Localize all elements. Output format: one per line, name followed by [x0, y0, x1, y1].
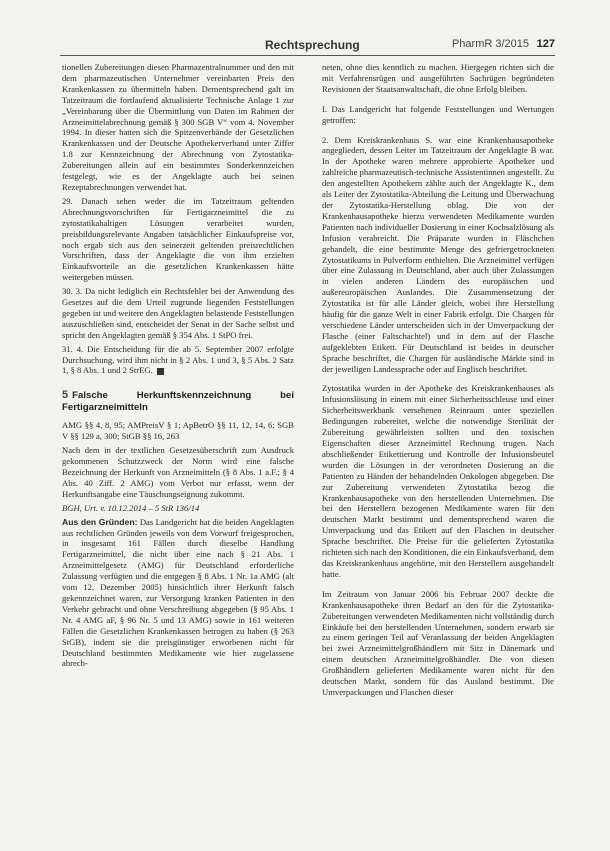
article-heading [62, 390, 294, 413]
norms-line: AMG §§ 4, 8, 95; AMPreisV § 1; ApBetrO §§ 11, 12, 14, 6; SGB V §§ 129 a, 300; StGB §§ 16, 263 [62, 420, 294, 442]
case-citation: BGH, Urt. v. 10.12.2014 – 5 StR 136/14 [62, 502, 200, 513]
reasons-lead: Aus den Gründen: [62, 516, 138, 527]
left-column [62, 62, 294, 672]
paragraph: 2. Dem Kreiskrankenhaus S. war eine Krankenhausapotheke angegliedert, dessen Leiter im Tatzeitraum der Angeklagte B war. In der Apotheke waren mehrere approbierte Apotheker und zahlreiche pharmazeutisch-technische Assistentinnen angestellt. Zu den angestellten Apothekern zählte auch der Angeklagte K., dem als Leiter der Zytostatika-Abteilung die Leitung und Überwachung der Zytostatika-Herstellung oblag. Die von der Krankenhausapotheke hierzu verwendeten Medikamente wurden Patienten nach individueller Dosierung in einer Kochsalzlösung als Infusion verabreicht. Die Präparate wurden in Fläschchen gehandelt, die eine bestimmte Menge des gefriergetrockneten Zytostatikums in Pulverform enthielten. Die Arzneimittel verfügen über eine Zulassung in Deutschland, aber auch über Zulassungen in vielen anderen Ländern des europäischen und außereuropäischen Auslandes. Die Zusammensetzung der Zytostatika ist für alle Länder gleich, wobei ihre Herstellung häufig für die ganze Welt in einer Fabrik erfolgt. Die Chargen für verschiedene Länder unterscheiden sich in der Umverpackung der Flasche (einer Faltschachtel) und in dem auf der Flasche aufgeklebten Etikett. Für Deutschland ist beides in deutscher Sprache beschriftet, die Chargen für ausländische Märkte sind in der jeweiligen Landessprache oder auf Englisch beschriftet. [322, 134, 554, 374]
paragraph: tionellen Zubereitungen diesen Pharmazentralnummer und den mit dem pharmazeutischen Unternehmer vereinbarten Preis den Krankenkassen zu übermitteln haben. Dementsprechend galt im Tatzeitraum die fortlaufend aktualisierte Technische Anlage 1 zur „Vereinbarung über die Übermittlung von Daten im Rahmen der Arzneimittelabrechnung gemäß § 300 SGB V“ vom 4. November 1994. In dieser hatten sich die Spitzenverbände der Gesetzlichen Krankenkassen und der Deutsche Apothekerverband unter Ziffer 1.8 zur Kennzeichnung der Abrechnung von Zytostatika-Zubereitungen allein auf ein bestimmtes Sonderkennzeichen festgelegt, wie es der Angeklagte auch bei seinen Rezeptabrechnungen verwendet hat. [62, 62, 294, 192]
paragraph: 30. 3. Da nicht lediglich ein Rechtsfehler bei der Anwendung des Gesetzes auf die dem Urteil zugrunde liegenden Feststellungen gegeben ist und weitere den Angeklagten belastende Feststellungen auszuschließen sind, entscheidet der Senat in der Sache selbst und spricht den Angeklagten gemäß § 354 Abs. 1 StPO frei. [62, 286, 294, 340]
page-number: 127 [536, 38, 555, 50]
paragraph [62, 517, 294, 670]
right-column [322, 62, 554, 701]
guiding-principle: Nach dem in der textlichen Gesetzesüberschrift zum Ausdruck gekommenen Schutzzweck der Norm wird eine falsche Bezeichnung der Herkunft von Arzneimitteln (§ 8 Abs. 1 a.F.; § 4 Abs. 40 Ziff. 2 AMG) vom Verbot nur erfasst, wenn der Herkunftsangabe eine Täuschungseignung zukommt. [62, 445, 294, 499]
running-header [60, 38, 555, 54]
article-title: Falsche Herkunftskennzeichnung bei Fertigarzneimitteln [62, 390, 294, 413]
paragraph [62, 344, 294, 377]
paragraph: Im Zeitraum von Januar 2006 bis Februar 2007 deckte die Krankenhausapotheke ihren Bedarf an den für die Zytostatika-Zubereitungen verwendeten Medikamenten nicht vollständig durch Einkäufe bei den herstellenden Unternehmen, sondern erwarb sie zu einem geringen Teil auf Veranlassung der beiden Angeklagten bei zwei Arzneimittelgroßhändlern mit Sitz in Dänemark und einem deutschen Arzneimittelgroßhändler. Die von diesen Großhändlern gelieferten Medikamente waren nicht für den deutschen Markt, sondern für das Ausland bestimmt. Die Umverpackungen und Flaschen dieser [322, 588, 554, 697]
paragraph: Zytostatika wurden in der Apotheke des Kreiskrankenhauses als Infusionslösung in einem mit einer Sicherheitsschleuse und einer Sicherheitswerkbank versehenen Reinraum unter speziellen Bedingungen zubereitet, welche die notwendige Sterilität der Zubereitung gewährleisten sollten und den toxischen Eigenschaften dieser Arzneimittel Rechnung trugen. Nach abschließender Etikettierung und Kontrolle der Infusionsbeutel wurden die Lösungen in der verordneten Dosierung an die Patienten zu Händen der behandelnden Onkologen abgegeben. Die zur Zubereitung verwendeten Zytostatika bezog die Krankenhausapotheke von den herstellenden Unternehmen. Die bei den Herstellern bezogenen Medikamente waren für den deutschen Markt bestimmt und dementsprechend waren die Umverpackung und das Etikett auf den Flaschen in deutscher Sprache beschriftet. Die Preise für die gelieferten Zytostatika richteten sich nach den Konditionen, die ein Einkaufsverband, dem das Kreiskrankenhaus angehörte, mit den Herstellern ausgehandelt hatte. [322, 383, 554, 579]
paragraph-text: 31. 4. Die Entscheidung für die ab 5. September 2007 erfolgte Durchsuchung, wird ihm nicht in § 2 Abs. 1 und 3, § 5 Abs. 2 Satz 1, § 8 Abs. 1 und 2 StrEG. [62, 343, 294, 376]
end-of-article-mark [157, 368, 164, 375]
paragraph-text: Das Landgericht hat die beiden Angeklagten aus rechtlichen Gründen jeweils von dem Vorwurf freigesprochen, in insgesamt 161 Fällen durch dieselbe Handlung Fertigarzneimittel, die nicht über eine nach § 21 Abs. 1 Arzneimittelgesetz (AMG) für Deutschland erforderliche Zulassung verfügten und die entgegen § 8 Abs. 1 Nr. 1a AMG (alt vom 12. Dezember 2005) hinsichtlich ihrer Herkunft falsch gekennzeichnet waren, zur Versorgung kranken Patienten in den Verkehr gebracht und ohne Verschreibung abgegeben (§ 95 Abs. 1 Nr. 4 AMG aF, § 96 Nr. 5 und 13 AMG) sowie in 161 weiteren Fällen die Gesetzlichen Krankenkassen betrogen zu haben (§ 263 StGB), indem sie die preisgünstiger erworbenen nicht für Deutschland bestimmten Medikamente wie hier zugelassene abrech- [62, 516, 294, 669]
paragraph: 29. Danach sehen weder die im Tatzeitraum geltenden Abrechnungsvorschriften für Fertigarzneimittel die zu zytostatikahaltigen Lösungen verarbeitet wurden, preisbildungsrelevante Angaben tatsächlicher Einkaufspreise vor, noch ergab sich aus den seinerzeit geltenden preisrechtlichen Vorschriften, dass der Angeklagte die von ihm erzielten Einkaufsvorteile an die gesetzlichen Krankenkassen hätte weitergeben müssen. [62, 195, 294, 283]
journal-issue: PharmR 3/2015 [451, 38, 529, 50]
paragraph: neten, ohne dies kenntlich zu machen. Hiergegen richten sich die mit Verfahrensrügen und ausgeführten Sachrügen begründeten Revisionen der Staatsanwaltschaft, die ohne Erfolg bleiben. [322, 62, 554, 94]
paragraph: I. Das Landgericht hat folgende Feststellungen und Wertungen getroffen: [322, 103, 554, 125]
header-rule [60, 55, 555, 56]
section-title: Rechtsprechung [265, 38, 360, 52]
article-number: 5 [62, 389, 69, 402]
